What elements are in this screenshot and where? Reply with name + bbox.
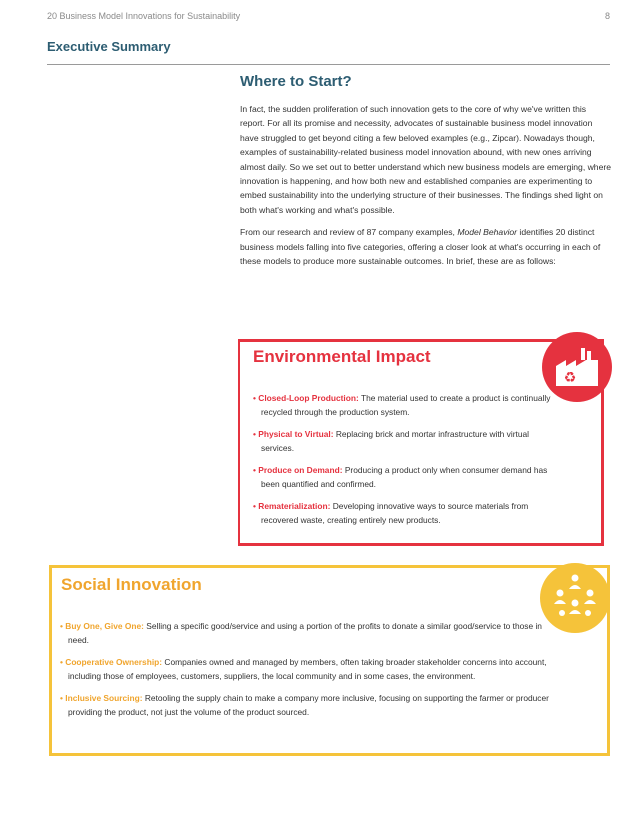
item-term: Inclusive Sourcing:: [65, 693, 143, 703]
social-innovation-title: Social Innovation: [61, 575, 202, 594]
header-rule: [47, 64, 610, 65]
list-item: [253, 427, 558, 455]
social-items: [60, 619, 555, 727]
list-item: [60, 655, 555, 683]
item-term: Buy One, Give One:: [65, 621, 144, 631]
item-description: Replacing brick and mortar infrastructure with virtual services.: [261, 429, 530, 453]
bullet: •: [60, 693, 66, 703]
bullet: •: [253, 465, 259, 475]
list-item: [60, 619, 555, 647]
environmental-impact-title: Environmental Impact: [253, 347, 431, 366]
categories-paragraph: [240, 225, 612, 268]
where-to-start-heading: Where to Start?: [240, 73, 352, 90]
factory-recycle-icon: [542, 332, 612, 402]
social-innovation-box: [49, 565, 610, 756]
page-number: 8: [604, 11, 610, 21]
list-item: [253, 391, 558, 419]
running-title: 20 Business Model Innovations for Sustainability: [47, 11, 241, 21]
report-title-italic: Model Behavior: [457, 227, 518, 238]
item-description: Producing a product only when consumer demand has been quantified and confirmed.: [261, 465, 548, 489]
categories-paragraph-start: From our research and review of 87 company examples,: [240, 227, 458, 238]
section-title: Executive Summary: [47, 39, 171, 54]
item-term: Produce on Demand:: [258, 465, 343, 475]
list-item: [253, 499, 558, 527]
bullet: •: [253, 501, 259, 511]
item-description: Selling a specific good/service and using a portion of the profits to donate a similar good/service to those in need.: [68, 621, 542, 645]
svg-text:♻: ♻: [563, 370, 577, 386]
item-term: Rematerialization:: [258, 501, 331, 511]
bullet: •: [60, 657, 66, 667]
intro-paragraph: In fact, the sudden proliferation of such innovation gets to the core of why we've written this report. For all its promise and necessity, advocates of sustainable business model innovation have struggled to get beyond citing a few beloved examples (e.g., Zipcar). Nowadays though, examples of sustainability-related business model innovation abound, with new ones arriving almost daily. So we set out to better understand which new business models are emerging, where innovation is happening, and how both new and established companies are experimenting to embed sustainability into the underlying structure of their businesses. The findings shed light on both what's working and what's possible.: [240, 104, 611, 215]
environmental-items: [253, 391, 558, 535]
list-item: [60, 691, 555, 719]
item-term: Closed-Loop Production:: [258, 393, 359, 403]
item-description: Retooling the supply chain to make a company more inclusive, focusing on supporting the farmer or producer providing the product, not just the volume of the product sourced.: [68, 693, 549, 717]
people-group-icon: [540, 563, 610, 633]
running-header: [47, 11, 610, 21]
list-item: [253, 463, 558, 491]
bullet: •: [253, 393, 259, 403]
item-description: The material used to create a product is continually recycled through the production system.: [261, 393, 551, 417]
item-term: Cooperative Ownership:: [65, 657, 163, 667]
item-description: Companies owned and managed by members, often taking broader stakeholder concerns into account, including those of employees, customers, suppliers, the local community and in some cases, the environment.: [68, 657, 547, 681]
categories-paragraph-end: identifies 20 distinct business models falling into five categories, offering a closer look at what's occurring in each of these models to produce more sustainable outcomes. In brief, these are as follows:: [240, 227, 601, 267]
bullet: •: [253, 429, 259, 439]
bullet: •: [60, 621, 66, 631]
item-description: Developing innovative ways to source materials from recovered waste, creating entirely new products.: [261, 501, 529, 525]
item-term: Physical to Virtual:: [258, 429, 334, 439]
where-to-start-section: [240, 73, 612, 276]
